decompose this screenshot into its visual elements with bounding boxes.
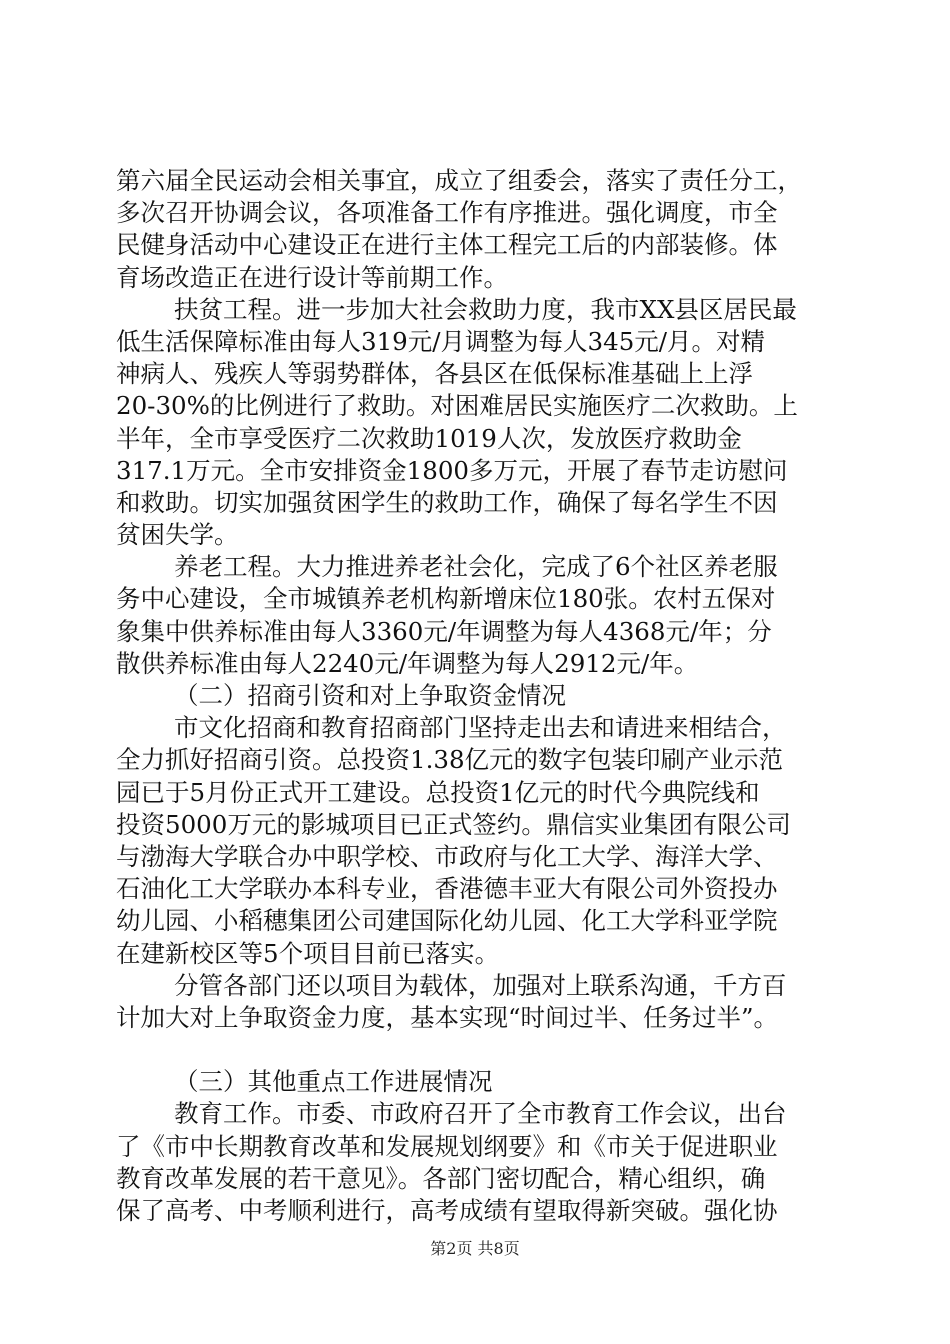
text-line: 养老工程。大力推进养老社会化，完成了6个社区养老服 [174,552,778,582]
text-line: （二）招商引资和对上争取资金情况 [174,681,566,710]
text-line: 散供养标准由每人2240元/年调整为每人2912元/年。 [116,648,699,678]
text-line: 象集中供养标准由每人3360元/年调整为每人4368元/年；分 [116,616,772,646]
text-line: 务中心建设，全市城镇养老机构新增床位180张。农村五保对 [116,584,776,614]
text-line: 投资5000万元的影城项目已正式签约。鼎信实业集团有限公司 [116,809,791,839]
document-body [116,165,836,1227]
text-line: 育场改造正在进行设计等前期工作。 [116,262,508,292]
text-line: 20-30%的比例进行了救助。对困难居民实施医疗二次救助。上 [116,391,798,421]
text-line: 神病人、残疾人等弱势群体，各县区在低保标准基础上上浮 [116,359,753,389]
blank-line [116,1034,836,1066]
text-line: 多次召开协调会议，各项准备工作有序推进。强化调度，市全 [116,198,778,228]
text-line: 市文化招商和教育招商部门坚持走出去和请进来相结合， [174,713,787,743]
text-line: 全力抓好招商引资。总投资1.38亿元的数字包装印刷产业示范 [116,745,784,775]
text-line: （三）其他重点工作进展情况 [174,1067,493,1097]
text-line: 在建新校区等5个项目目前已落实。 [116,938,500,968]
page-footer: 第2页 共8页 [430,1239,520,1258]
text-line: 民健身活动中心建设正在进行主体工程完工后的内部装修。体 [116,230,778,260]
text-line: 第六届全民运动会相关事宜，成立了组委会，落实了责任分工， [116,166,802,195]
text-line: 和救助。切实加强贫困学生的救助工作，确保了每名学生不因 [116,487,778,517]
text-line: 了《市中长期教育改革和发展规划纲要》和《市关于促进职业 [116,1131,778,1161]
text-line: 幼儿园、小稻穗集团公司建国际化幼儿园、化工大学科亚学院 [116,906,778,936]
text-line: 园已于5月份正式开工建设。总投资1亿元的时代今典院线和 [116,777,760,807]
text-line: 分管各部门还以项目为载体，加强对上联系沟通，千方百 [174,970,787,1000]
text-line: 保了高考、中考顺利进行，高考成绩有望取得新突破。强化协 [116,1196,778,1225]
text-line: 教育改革发展的若干意见》。各部门密切配合，精心组织，确 [116,1163,766,1193]
text-line: 与渤海大学联合办中职学校、市政府与化工大学、海洋大学、 [116,841,778,871]
text-line: 计加大对上争取资金力度，基本实现“时间过半、任务过半”。 [116,1002,779,1032]
text-line: 教育工作。市委、市政府召开了全市教育工作会议，出台 [174,1099,787,1129]
text-line: 扶贫工程。进一步加大社会救助力度，我市XX县区居民最 [174,294,797,324]
text-line: 317.1万元。全市安排资金1800多万元，开展了春节走访慰问 [116,455,788,485]
text-line: 贫困失学。 [116,520,239,550]
text-line: 石油化工大学联办本科专业，香港德丰亚大有限公司外资投办 [116,874,778,904]
text-line: 半年，全市享受医疗二次救助1019人次，发放医疗救助金 [116,423,742,453]
text-line: 低生活保障标准由每人319元/月调整为每人345元/月。对精 [116,326,766,356]
